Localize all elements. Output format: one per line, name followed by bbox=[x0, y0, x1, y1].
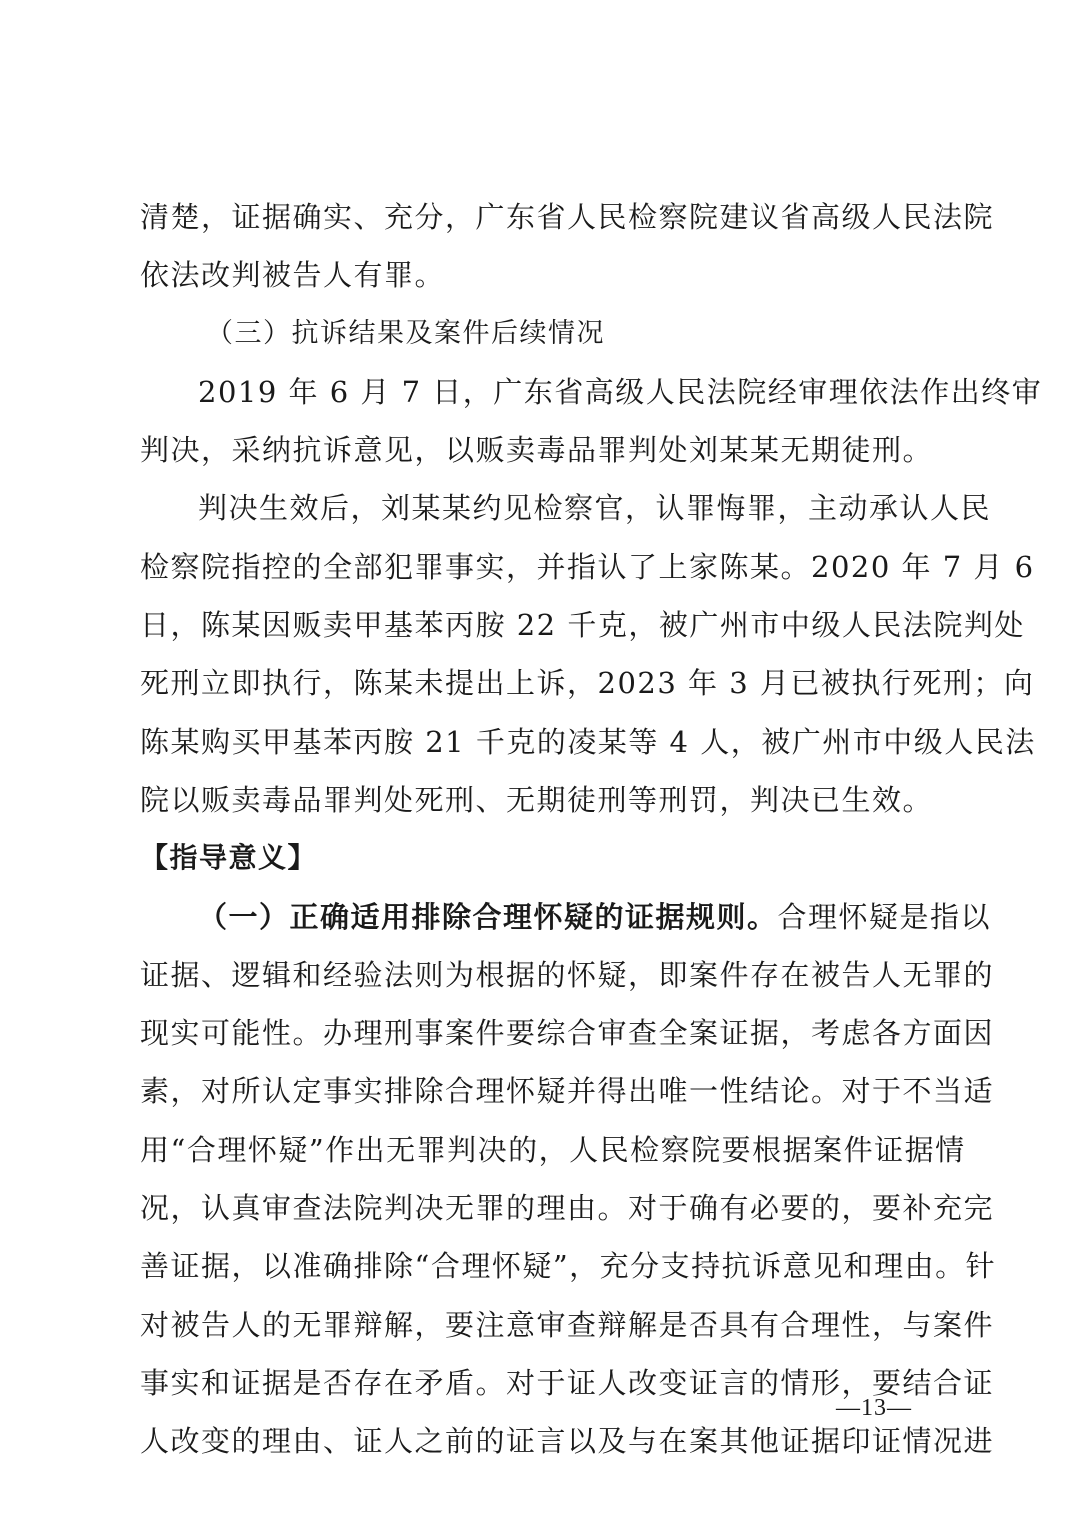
paragraph-text: 合理怀疑是指以 bbox=[777, 899, 992, 934]
paragraph-line: 素，对所认定事实排除合理怀疑并得出唯一性结论。对于不当适 bbox=[140, 1074, 995, 1109]
page-number: —13— bbox=[836, 1395, 912, 1421]
paragraph-line: 依法改判被告人有罪。 bbox=[140, 258, 446, 293]
paragraph-line: 现实可能性。办理刑事案件要综合审查全案证据，考虑各方面因 bbox=[140, 1016, 995, 1051]
paragraph-line: 事实和证据是否存在矛盾。对于证人改变证言的情形，要结合证 bbox=[140, 1365, 995, 1400]
paragraph-lead-heading: （一）正确适用排除合理怀疑的证据规则。 bbox=[198, 899, 778, 934]
paragraph-line: 判决生效后，刘某某约见检察官，认罪悔罪，主动承认人民 bbox=[198, 491, 992, 526]
paragraph-line: 清楚，证据确实、充分，广东省人民检察院建议省高级人民法院 bbox=[140, 200, 995, 234]
paragraph-line: 证据、逻辑和经验法则为根据的怀疑，即案件存在被告人无罪的 bbox=[140, 957, 995, 992]
paragraph-line: 检察院指控的全部犯罪事实，并指认了上家陈某。2020 年 7 月 6 bbox=[140, 549, 1035, 584]
paragraph-line: 死刑立即执行，陈某未提出上诉，2023 年 3 月已被执行死刑；向 bbox=[140, 666, 1035, 701]
paragraph-line: 院以贩卖毒品罪判处死刑、无期徒刑等刑罚，判决已生效。 bbox=[140, 782, 934, 817]
paragraph-line: 况，认真审查法院判决无罪的理由。对于确有必要的，要补充完 bbox=[140, 1191, 995, 1226]
paragraph-line: 陈某购买甲基苯丙胺 21 千克的凌某等 4 人，被广州市中级人民法 bbox=[140, 724, 1036, 759]
body-text bbox=[140, 188, 1043, 1471]
paragraph-line: 用“合理怀疑”作出无罪判决的，人民检察院要根据案件证据情 bbox=[140, 1132, 966, 1167]
paragraph-line bbox=[140, 888, 992, 946]
paragraph-line: 对被告人的无罪辩解，要注意审查辩解是否具有合理性，与案件 bbox=[140, 1307, 995, 1342]
paragraph-line: 判决，采纳抗诉意见，以贩卖毒品罪判处刘某某无期徒刑。 bbox=[140, 433, 934, 468]
paragraph-line: 2019 年 6 月 7 日，广东省高级人民法院经审理依法作出终审 bbox=[198, 374, 1043, 409]
section-heading: 【指导意义】 bbox=[140, 841, 318, 875]
paragraph-line: 日，陈某因贩卖甲基苯丙胺 22 千克，被广州市中级人民法院判处 bbox=[140, 608, 1025, 643]
paragraph-line: 善证据，以准确排除“合理怀疑”，充分支持抗诉意见和理由。针 bbox=[140, 1249, 997, 1284]
paragraph-line: 人改变的理由、证人之前的证言以及与在案其他证据印证情况进 bbox=[140, 1424, 995, 1459]
subsection-heading: （三）抗诉结果及案件后续情况 bbox=[206, 317, 605, 349]
